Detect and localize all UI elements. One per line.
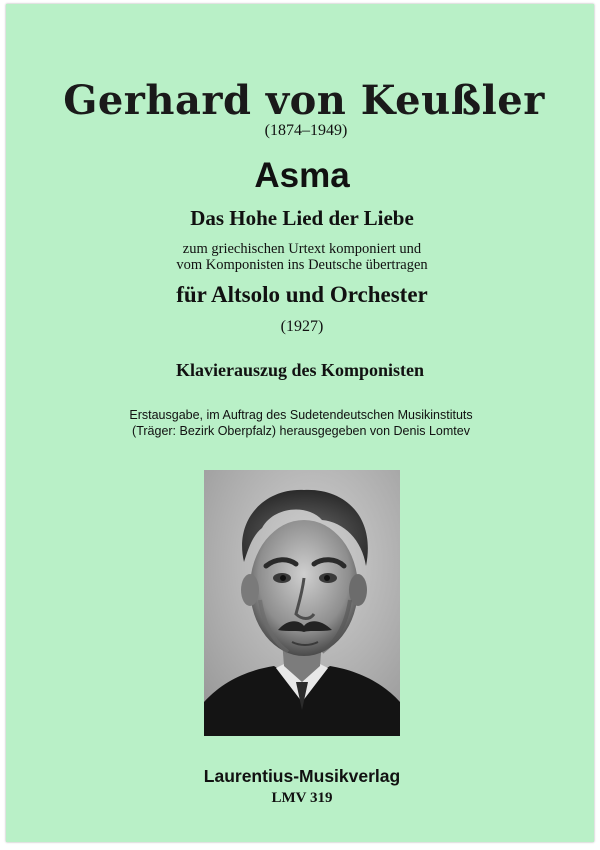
translation-note-line-1: zum griechischen Urtext komponiert und: [182, 241, 422, 257]
work-subtitle: Das Hohe Lied der Liebe: [190, 206, 414, 230]
composer-name: Gerhard von Keußler: [63, 77, 545, 124]
translation-note-line-2: vom Komponisten ins Deutsche übertragen: [176, 257, 428, 273]
work-title: Asma: [254, 156, 350, 195]
publisher-name: Laurentius-Musikverlag: [203, 766, 401, 786]
edition-info-line-1: Erstausgabe, im Auftrag des Sudetendeutschen Musikinstituts: [129, 408, 473, 422]
composer-portrait: [204, 470, 400, 736]
edition-type: Klavierauszug des Komponisten: [175, 360, 425, 380]
composition-year: (1927): [280, 318, 324, 335]
scoring: für Altsolo und Orchester: [176, 282, 428, 307]
score-cover: [6, 4, 594, 842]
composer-dates: (1874–1949): [264, 122, 348, 139]
catalog-number: LMV 319: [271, 790, 333, 806]
edition-info-line-2: (Träger: Bezirk Oberpfalz) herausgegeben von Denis Lomtev: [132, 424, 470, 438]
